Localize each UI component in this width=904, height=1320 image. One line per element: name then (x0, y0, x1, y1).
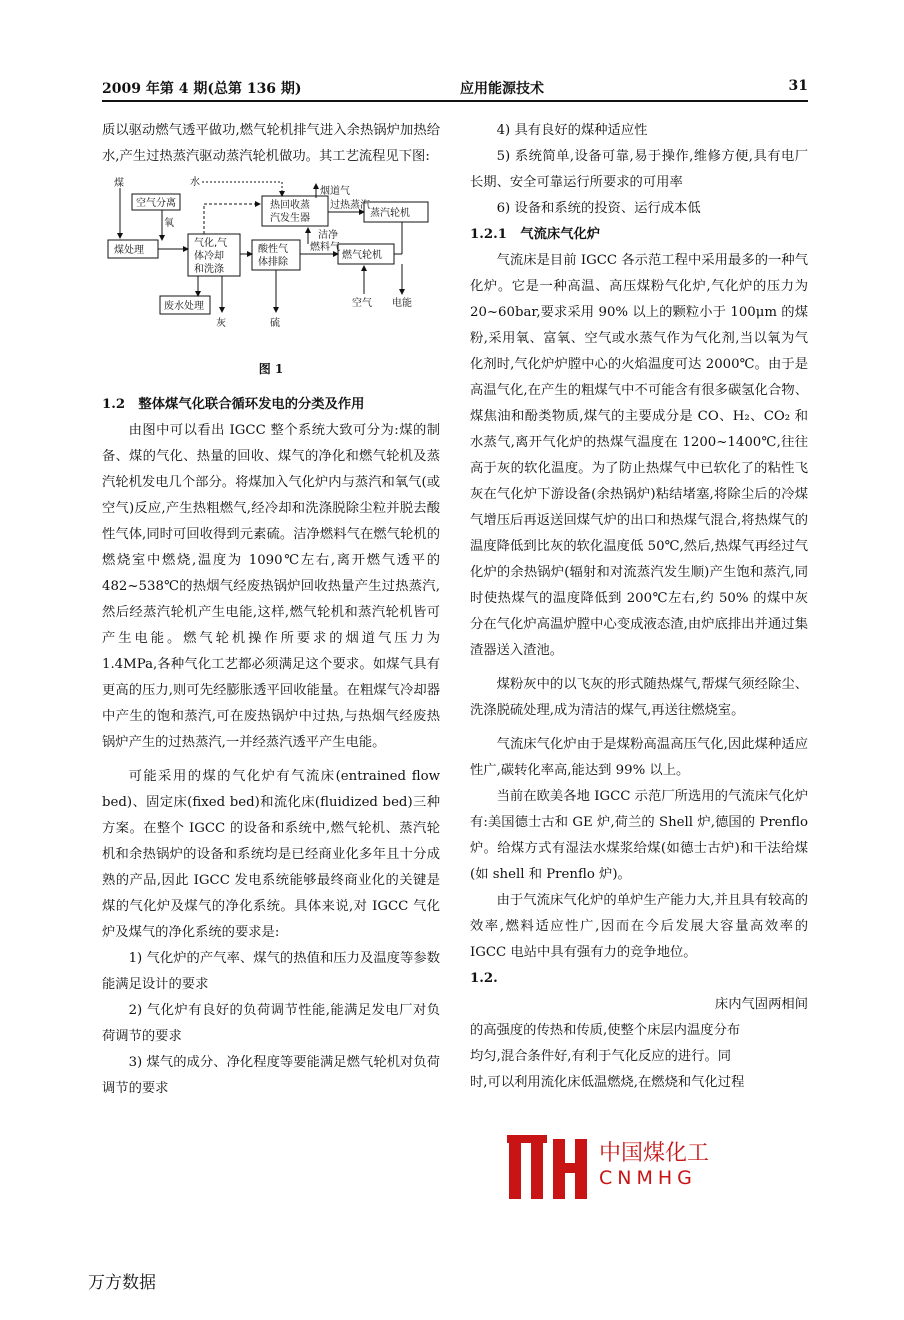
paragraph-1-2-1-d: 当前在欧美各地 IGCC 示范厂所选用的气流床气化炉有:美国德士古和 GE 炉,荷兰的 Shell 炉,德国的 Prenflo 炉。给煤方式有湿法水煤浆给煤(如德士古炉)和干法给煤(如 shell 和 Prenflo 炉)。 (470, 789, 808, 882)
node-air: 空气 (352, 298, 372, 309)
watermark-brand-en: CNMHG (599, 1167, 697, 1189)
watermark-logo-icon (505, 1135, 593, 1201)
node-ash: 灰 (216, 318, 226, 329)
left-column (102, 118, 440, 1102)
watermark (505, 1133, 741, 1205)
node-coal: 煤 (114, 178, 124, 189)
fluidized-bed-line-1: 床内气固两相间 (714, 997, 808, 1012)
paragraph-1-2-1-a: 气流床是目前 IGCC 各示范工程中采用最多的一种气化炉。它是一种高温、高压煤粉气化炉,气化炉的压力为 20~60bar,要求采用 90% 以上的颗粒小于 100μm 的煤粉,采用氧、富氧、空气或水蒸气作为气化剂,当以氧为气化剂时,气化炉炉膛中心的火焰温度可达 2000℃。由于是高温气化,在产生的粗煤气中不可能含有很多碳氢化合物、煤焦油和酚类物质,煤气的主要成分是 CO、H₂、CO₂ 和水蒸气,离开气化炉的热煤气温度在 1200~1400℃,往往高于灰的软化温度。为了防止热煤气中已软化了的粘性飞灰在气化炉下游设备(余热锅炉)粘结堵塞,将除尘后的冷煤气增压后再返送回煤气炉的出口和热煤气混合,将热煤气的温度降低到比灰的软化温度低 50℃,然后,热煤气再经过气化炉的余热锅炉(辐射和对流蒸汽发生顺)产生饱和蒸汽,同时使热煤气的温度降低到 200℃左右,约 50% 的煤中灰分在气化炉高温炉膛中心变成液态渣,由炉底排出并通过集渣器送入渣池。 (470, 253, 808, 658)
requirement-2: 2) 气化炉有良好的负荷调节性能,能满足发电厂对负荷调节的要求 (102, 1003, 440, 1044)
node-hrsg-2: 汽发生器 (270, 213, 310, 224)
journal-issue: 2009 年第 4 期(总第 136 期) (102, 81, 302, 97)
paragraph-1-2-1-c: 气流床气化炉由于是煤粉高温高压气化,因此煤种适应性广,碳转化率高,能达到 99% 以上。 (470, 737, 808, 778)
requirement-5: 5) 系统简单,设备可靠,易于操作,维修方便,具有电厂长期、安全可靠运行所要求的可用率 (470, 149, 808, 190)
right-column (470, 118, 808, 1096)
node-hrsg-1: 热回收蒸 (270, 200, 310, 211)
node-oxygen: 氧 (164, 218, 174, 229)
igcc-flow-diagram (102, 174, 440, 352)
node-clean-fuel-2: 燃料气 (310, 242, 340, 253)
node-water: 水 (190, 177, 200, 188)
paragraph-1-2-b: 可能采用的煤的气化炉有气流床(entrained flow bed)、固定床(fixed bed)和流化床(fluidized bed)三种方案。在整个 IGCC 的设备和系统中,燃气轮机、蒸汽轮机和余热锅炉的设备和系统均是已经商业化多年且十分成熟的产品,因此 IGCC 发电系统能够最终商业化的关键是煤的气化炉及煤气的净化系统。具体来说,对 IGCC 气化炉及煤气的净化系统的要求是: (102, 769, 440, 940)
header-rule (102, 100, 808, 102)
section-heading-1-2-1: 1.2.1 气流床气化炉 (470, 227, 601, 242)
journal-title: 应用能源技术 (460, 81, 544, 97)
node-gasifier-2: 体冷却 (194, 251, 224, 262)
page-header (102, 74, 808, 100)
node-steam-turbine: 蒸汽轮机 (370, 208, 410, 219)
node-superheated-steam: 过热蒸汽 (330, 200, 370, 211)
requirement-3: 3) 煤气的成分、净化程度等要能满足燃气轮机对负荷调节的要求 (102, 1055, 440, 1096)
node-gasifier-1: 气化,气 (194, 238, 228, 249)
paragraph-1-2-a: 由图中可以看出 IGCC 整个系统大致可分为:煤的制备、煤的气化、热量的回收、煤气的净化和燃气轮机及蒸汽轮机发电几个部分。将煤加入气化炉内与蒸汽和氧气(或空气)反应,产生热粗燃气,经冷却和洗涤脱除尘粒并脱去酸性气体,同时可回收得到元素硫。洁净燃料气在燃气轮机的燃烧室中燃烧,温度为 1090℃左右,离开燃气透平的 482~538℃的热烟气经废热锅炉回收热量产生过热蒸汽,然后经蒸汽轮机产生电能,这样,燃气轮机和蒸汽轮机皆可产生电能。燃气轮机操作所要求的烟道气压力为 1.4MPa,各种气化工艺都必须满足这个要求。如煤气具有更高的压力,则可先经膨胀透平回收能量。在粗煤气冷却器中产生的饱和蒸汽,可在废热锅炉中过热,与热烟气经废热锅炉产生的过热蒸汽,一并经蒸汽透平产生电能。 (102, 423, 440, 750)
watermark-brand-cn: 中国煤化工 (599, 1141, 710, 1166)
node-sulfur: 硫 (270, 318, 280, 329)
section-heading-1-2: 1.2 整体煤气化联合循环发电的分类及作用 (102, 397, 365, 412)
node-electricity: 电能 (392, 298, 412, 309)
section-heading-1-2-2: 1.2. (470, 971, 498, 986)
requirement-4: 4) 具有良好的煤种适应性 (496, 123, 648, 138)
fluidized-bed-line-4: 时,可以利用流化床低温燃烧,在燃烧和气化过程 (470, 1075, 745, 1090)
node-wastewater: 废水处理 (164, 301, 204, 312)
node-acid-gas-2: 体排除 (258, 257, 288, 268)
paragraph-intro: 质以驱动燃气透平做功,燃气轮机排气进入余热锅炉加热给水,产生过热蒸汽驱动蒸汽轮机做功。其工艺流程见下图: (102, 123, 440, 164)
node-gasifier-3: 和洗涤 (194, 264, 224, 275)
fluidized-bed-line-3: 均匀,混合条件好,有利于气化反应的进行。同 (470, 1049, 732, 1064)
node-acid-gas-1: 酸性气 (258, 244, 288, 255)
figure-caption: 图 1 (258, 362, 284, 376)
node-air-separation: 空气分离 (136, 198, 176, 209)
node-clean-fuel-1: 洁净 (318, 230, 338, 241)
node-flue-gas: 烟道气 (320, 186, 350, 197)
paragraph-1-2-1-e: 由于气流床气化炉的单炉生产能力大,并且具有较高的效率,燃料适应性广,因而在今后发展大容量高效率的 IGCC 电站中具有强有力的竞争地位。 (470, 893, 808, 960)
node-coal-processing: 煤处理 (114, 245, 144, 256)
page-number: 31 (788, 78, 808, 94)
requirement-1: 1) 气化炉的产气率、煤气的热值和压力及温度等参数能满足设计的要求 (102, 951, 440, 992)
fluidized-bed-line-2: 的高强度的传热和传质,使整个床层内温度分布 (470, 1023, 741, 1038)
paragraph-1-2-1-b: 煤粉灰中的以飞灰的形式随热煤气,帮煤气须经除尘、洗涤脱硫处理,成为清洁的煤气,再送往燃烧室。 (470, 677, 808, 718)
source-footer: 万方数据 (88, 1273, 156, 1293)
node-gas-turbine: 燃气轮机 (342, 250, 382, 261)
requirement-6: 6) 设备和系统的投资、运行成本低 (496, 201, 701, 216)
